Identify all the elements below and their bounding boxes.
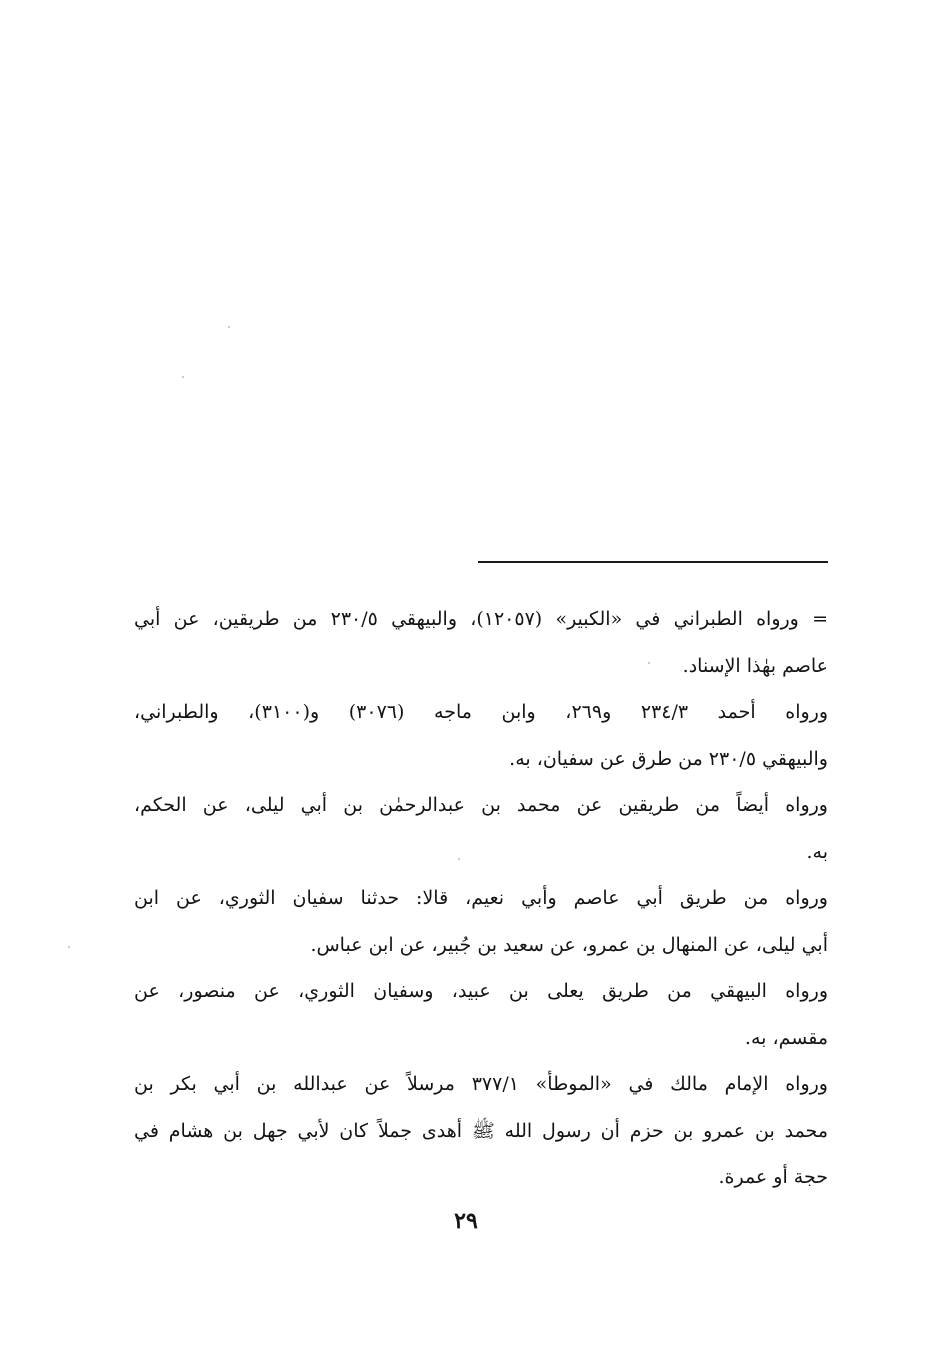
- footnotes-block: [134, 596, 828, 1201]
- footnote-line: ورواه البيهقي من طريق يعلى بن عبيد، وسفيان الثوري، عن منصور، عن: [134, 980, 828, 1002]
- scan-speck: [68, 946, 70, 948]
- footnote-line: والبيهقي ٢٣٠/٥ من طرق عن سفيان، به.: [509, 747, 828, 770]
- footnote-line: = ورواه الطبراني في «الكبير» (١٢٠٥٧)، والبيهقي ٢٣٠/٥ من طريقين، عن أبي: [134, 608, 828, 630]
- footnote-line: ورواه أحمد ٢٣٤/٣ و٢٦٩، وابن ماجه (٣٠٧٦) و(٣١٠٠)، والطبراني،: [134, 701, 828, 723]
- footnote-line: ورواه الإمام مالك في «الموطأ» ٣٧٧/١ مرسلاً عن عبدالله بن أبي بكر بن: [134, 1073, 828, 1095]
- scan-speck: [228, 326, 230, 328]
- scan-speck: [182, 376, 184, 378]
- footnote-line: به.: [806, 840, 828, 863]
- scan-speck: [648, 662, 650, 664]
- footnote-line: عاصم بهٰذا الإسناد.: [682, 654, 828, 677]
- footnote-line: ورواه من طريق أبي عاصم وأبي نعيم، قالا: حدثنا سفيان الثوري، عن ابن: [134, 887, 828, 909]
- footnote-line: أبي ليلى، عن المنهال بن عمرو، عن سعيد بن جُبير، عن ابن عباس.: [310, 933, 828, 956]
- footnote-separator-rule: [478, 561, 828, 563]
- page-number: ٢٩: [454, 1208, 478, 1234]
- footnote-line: محمد بن عمرو بن حزم أن رسول الله ﷺ أهدى جملاً كان لأبي جهل بن هشام في: [134, 1119, 828, 1142]
- footnote-line: مقسم، به.: [744, 1026, 828, 1049]
- footnote-line: حجة أو عمرة.: [718, 1166, 828, 1188]
- footnote-line: ورواه أيضاً من طريقين عن محمد بن عبدالرحمٰن بن أبي ليلى، عن الحكم،: [134, 794, 828, 816]
- scan-speck: [458, 858, 460, 860]
